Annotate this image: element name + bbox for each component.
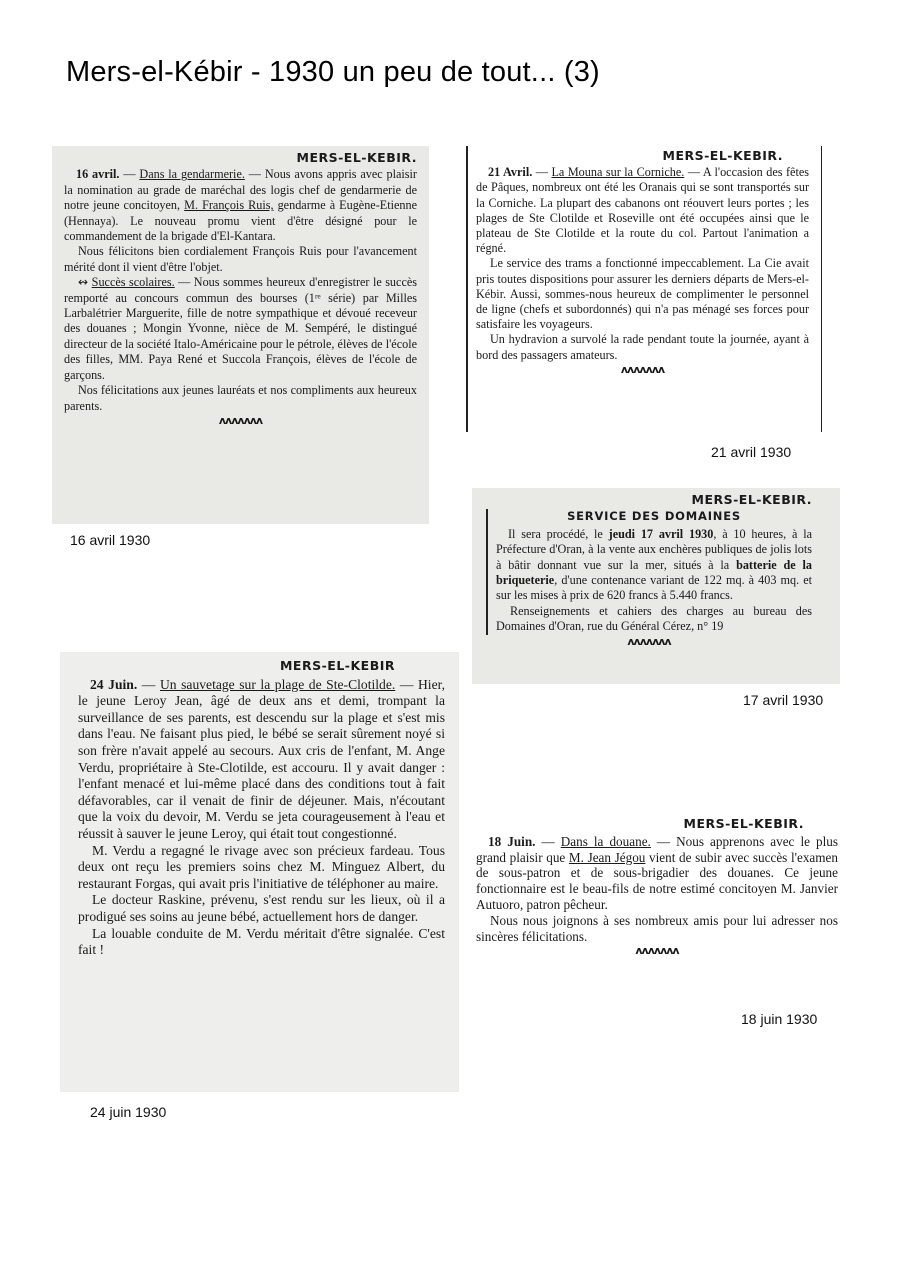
article-subject: Dans la gendarmerie. xyxy=(139,167,245,182)
clipping-heading: MERS-EL-KEBIR. xyxy=(683,816,804,831)
clipping-subheading: SERVICE DES DOMAINES xyxy=(567,509,741,524)
article-date: 21 Avril. xyxy=(488,165,533,180)
clipping-caption: 24 juin 1930 xyxy=(90,1104,167,1120)
clipping-17-avril xyxy=(472,488,840,684)
clipping-heading: MERS-EL-KEBIR. xyxy=(296,150,417,165)
article-date: 16 avril. xyxy=(76,167,120,182)
auction-location: batterie de la briqueterie xyxy=(496,557,812,588)
clipping-heading: MERS-EL-KEBIR. xyxy=(662,148,783,163)
ornament-divider: ʌʌʌʌʌʌʌ xyxy=(627,634,671,648)
article-paragraph: Il sera procédé, le jeudi 17 avril 1930, à 10 heures, à la Préfecture d'Oran, à la vente aux enchères publiques de jolis lots à bâtir donnant vue sur la mer, situés à la batterie de la briqueterie, d'une contenance variant de 122 mq. à 403 mq. et sur les mises à prix de 620 francs à 5.440 francs. xyxy=(496,526,813,603)
person-name: M. Jean Jégou xyxy=(568,849,646,865)
article-paragraph: 18 Juin. — Dans la douane. — Nous apprenons avec le plus grand plaisir que M. Jean Jégou vient de subir avec succès l'examen de sous-patron et de sous-brigadier des douanes. Ce jeune fonctionnaire est le beau-fils de notre estimé concitoyen M. Janvier Autuoro, patron pêcheur. xyxy=(476,833,839,912)
article-paragraph: Nous félicitons bien cordialement François Ruis pour l'avancement mérité dont il vient d'être l'objet. xyxy=(64,244,417,274)
clipping-18-juin xyxy=(472,814,848,994)
clipping-21-avril xyxy=(466,146,822,432)
ornament-divider: ʌʌʌʌʌʌʌ xyxy=(620,362,665,376)
article-subject: La Mouna sur la Corniche. xyxy=(551,165,685,180)
article-paragraph: ↭ Succès scolaires. — Nous sommes heureux d'enregistrer le succès remporté au concours commun des bourses (1ʳᵉ série) par Milles Larbalétrier Marguerite, fille de notre sympathique et dévoué receveur des douanes ; Mongin Yvonne, nièce de M. Sempéré, le distingué directeur de la société Italo-Américaine pour le pétrole, élèves de l'école des filles, MM. Paya René et Succola François, élèves de l'école de garçons. xyxy=(64,275,417,382)
clipping-16-avril xyxy=(52,146,429,524)
page-title: Mers-el-Kébir - 1930 un peu de tout... (3) xyxy=(66,56,600,88)
clipping-caption: 21 avril 1930 xyxy=(711,444,792,460)
article-paragraph: Renseignements et cahiers des charges au bureau des Domaines d'Oran, rue du Général Cérez, n° 19 xyxy=(496,603,812,634)
article-paragraph: 21 Avril. — La Mouna sur la Corniche. — A l'occasion des fêtes de Pâques, nombreux ont été les Oranais qui se sont transportés sur la Corniche. La plupart des cabanons ont réouvert leurs portes ; les plages de Ste Clotilde et Roseville ont été occupées ainsi que le plateau de Ste Clotilde et la route du col. Partout l'animation a régné. xyxy=(476,165,810,256)
article-paragraph: M. Verdu a regagné le rivage avec son précieux fardeau. Tous deux ont reçu les premiers soins chez M. Minguez Albert, du restaurant Forgas, qui avait pris l'initiative de téléphoner au maire. xyxy=(78,842,445,891)
article-paragraph: Le docteur Raskine, prévenu, s'est rendu sur les lieux, où il a prodigué ses soins au jeune bébé, actuellement hors de danger. xyxy=(78,892,445,924)
clipping-caption: 16 avril 1930 xyxy=(70,532,151,548)
ornament-divider: ʌʌʌʌʌʌʌ xyxy=(218,413,263,427)
person-name: M. François Ruis, xyxy=(184,198,274,213)
clipping-heading: MERS-EL-KEBIR. xyxy=(691,492,812,507)
article-paragraph: Un hydravion a survolé la rade pendant toute la journée, ayant à bord des passagers amateurs. xyxy=(476,332,809,362)
clipping-heading: MERS-EL-KEBIR xyxy=(279,658,395,673)
article-paragraph: Nos félicitations aux jeunes lauréats et nos compliments aux heureux parents. xyxy=(64,383,417,413)
article-paragraph: 16 avril. — Dans la gendarmerie. — Nous avons appris avec plaisir la nomination au grade de maréchal des logis chef de gendarmerie de notre jeune concitoyen, M. François Ruis, gendarme à Eugène-Etienne (Hennaya). Le nouveau promu vient d'être désigné pour le commandement de la brigade d'El-Kantara. xyxy=(64,167,417,244)
clipping-24-juin xyxy=(60,652,459,1092)
article-paragraph: La louable conduite de M. Verdu méritait d'être signalée. C'est fait ! xyxy=(78,925,445,958)
article-date: 18 Juin. xyxy=(488,833,536,849)
auction-date: jeudi 17 avril 1930 xyxy=(608,526,714,541)
clipping-caption: 18 juin 1930 xyxy=(741,1011,818,1027)
article-subject: Succès scolaires. xyxy=(91,275,175,290)
article-date: 24 Juin. xyxy=(90,676,138,692)
article-paragraph: Le service des trams a fonctionné impeccablement. La Cie avait pris toutes dispositions pour assurer les derniers départs de Mers-el-Kébir. Aussi, sommes-nous heureux de complimenter le personnel de ligne (chefs et subordonnés) qui n'a pas ménagé ses forces pour satisfaire les voyageurs. xyxy=(476,256,809,332)
article-subject: Un sauvetage sur la plage de Ste-Clotilde. xyxy=(159,676,396,692)
article-paragraph: Nous nous joignons à ses nombreux amis pour lui adresser nos sincères félicitations. xyxy=(476,912,838,944)
article-paragraph: 24 Juin. — Un sauvetage sur la plage de Ste-Clotilde. — Hier, le jeune Leroy Jean, âgé de deux ans et demi, trompant la surveillance de ses parents, est descendu sur la plage et s'est mis dans l'eau. Ne faisant plus pied, le bébé se serait sûrement noyé si son frère n'avait appelé au secours. Aux cris de l'enfant, M. Ange Verdu, propriétaire à Ste-Clotilde, est accouru. Il y avait danger : l'enfant menacé et lui-même placé dans des conditions tout à fait défavorables, car il venait de finir de déjeuner. Mais, n'écoutant que la voix du devoir, M. Verdu se jeta courageusement à l'eau et réussit à sauver le jeune Leroy, qui était tout congestionné. xyxy=(78,676,445,841)
ornament-divider: ʌʌʌʌʌʌʌ xyxy=(635,944,679,958)
paragraph-mark-icon: ↭ xyxy=(78,275,92,290)
article-subject: Dans la douane. xyxy=(560,833,651,849)
clipping-body xyxy=(486,509,812,634)
clipping-caption: 17 avril 1930 xyxy=(743,692,824,708)
